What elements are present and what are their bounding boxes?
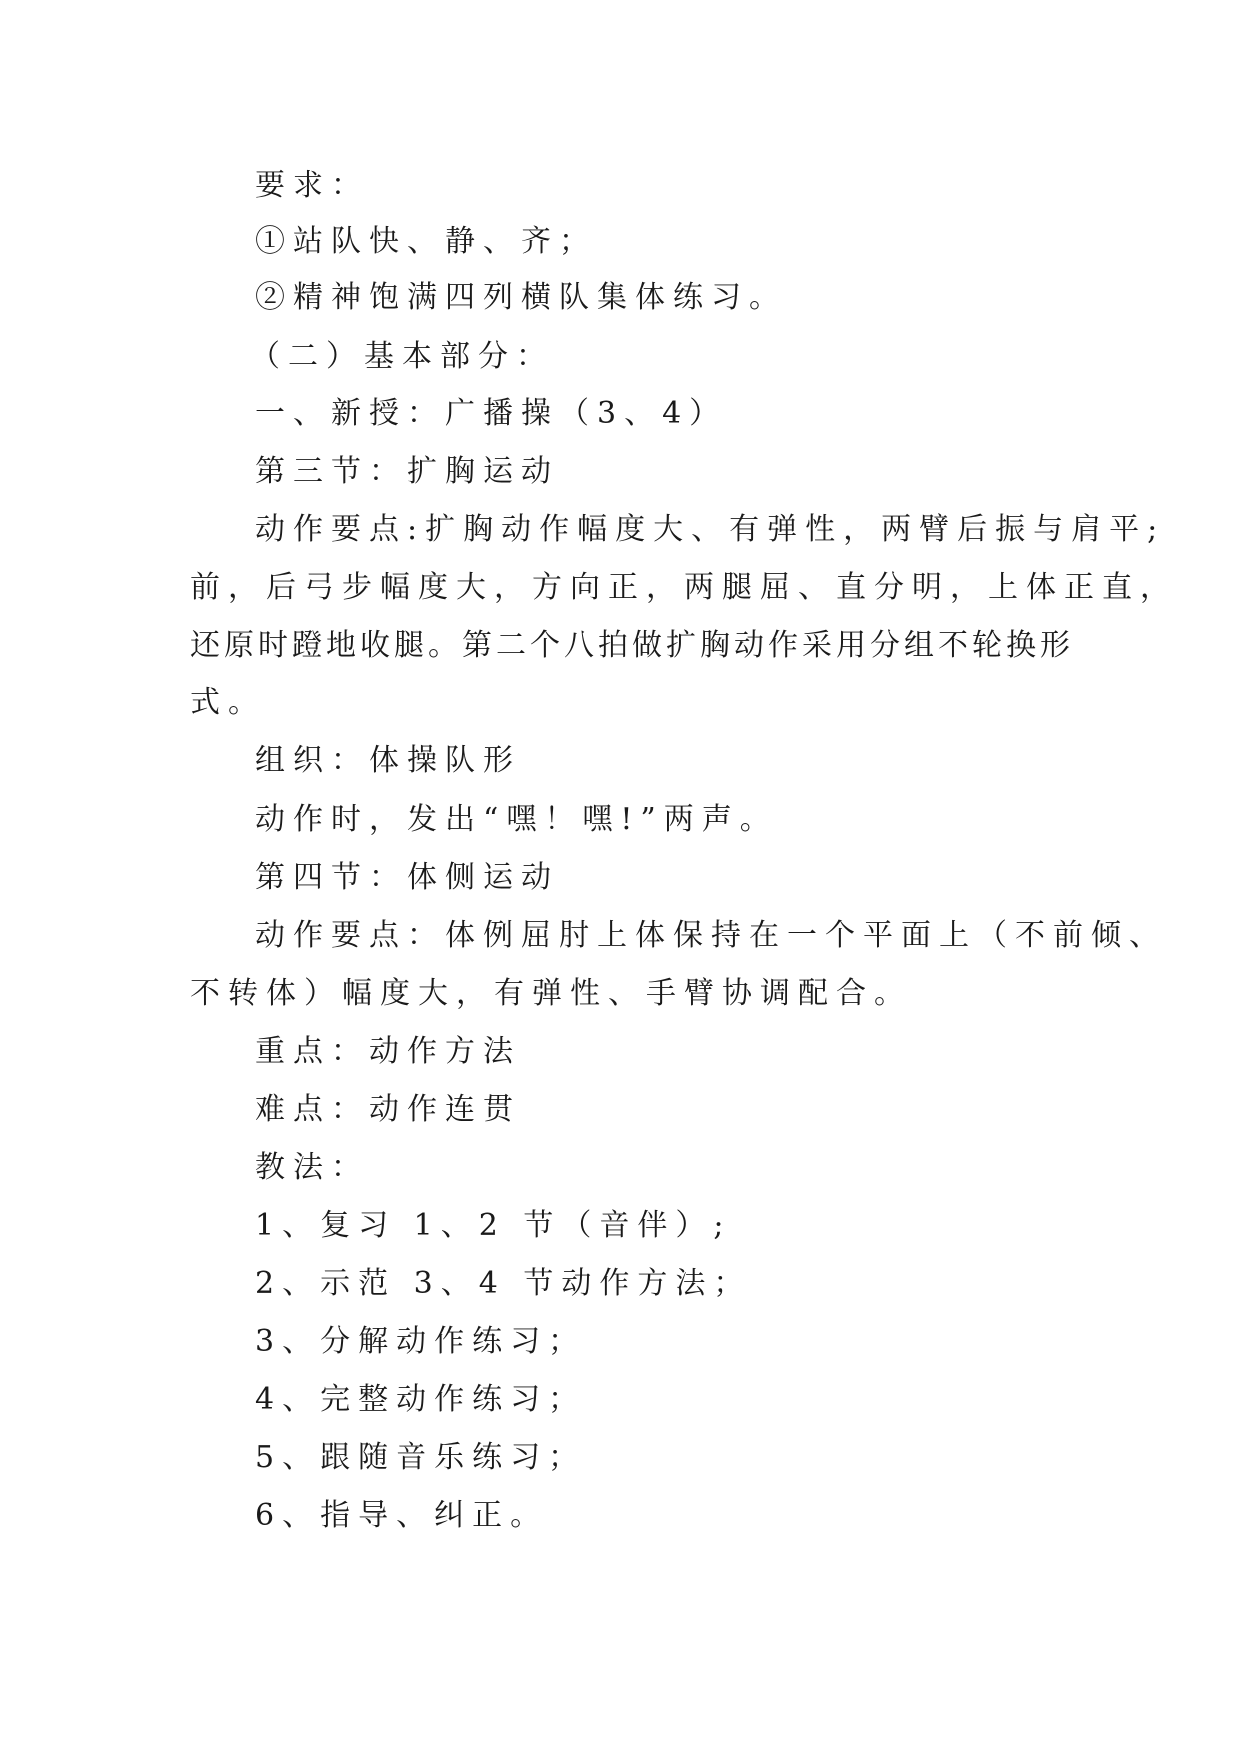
requirement-item-1: ①站队快、静、齐； xyxy=(255,224,597,259)
method-item-3: 3、分解动作练习； xyxy=(255,1324,587,1359)
section-heading-basic: （二）基本部分： xyxy=(250,339,554,374)
method-item-4: 4、完整动作练习； xyxy=(255,1382,587,1417)
paragraph-line: 还原时蹬地收腿。第二个八拍做扩胸动作采用分组不轮换形 xyxy=(190,628,1074,663)
key-point-line: 重点：动作方法 xyxy=(255,1034,521,1069)
paragraph-line: 动作时，发出“嘿！嘿!”两声。 xyxy=(255,802,778,837)
paragraph-line: 动作要点：体例屈肘上体保持在一个平面上（不前倾、 xyxy=(255,918,1167,953)
difficulty-line: 难点：动作连贯 xyxy=(255,1092,521,1127)
organization-line: 组织：体操队形 xyxy=(255,743,521,778)
new-lesson-heading: 一、新授：广播操（3、4） xyxy=(255,396,728,431)
paragraph-line: 前，后弓步幅度大，方向正，两腿屈、直分明，上体正直， xyxy=(190,570,1178,605)
paragraph-line: 动作要点:扩胸动作幅度大、有弹性，两臂后振与肩平; xyxy=(255,512,1166,547)
subsection-chest-exercise: 第三节：扩胸运动 xyxy=(255,454,559,489)
method-item-5: 5、跟随音乐练习； xyxy=(255,1440,587,1475)
requirements-heading: 要求： xyxy=(255,168,369,203)
method-item-6: 6、指导、纠正。 xyxy=(255,1498,549,1533)
teaching-method-heading: 教法： xyxy=(255,1150,369,1185)
paragraph-line: 式。 xyxy=(190,685,266,720)
paragraph-line: 不转体）幅度大，有弹性、手臂协调配合。 xyxy=(190,976,912,1011)
requirement-item-2: ②精神饱满四列横队集体练习。 xyxy=(255,280,787,315)
method-item-1: 1、复习 1、2 节（音伴）; xyxy=(255,1208,732,1243)
subsection-side-exercise: 第四节：体侧运动 xyxy=(255,860,559,895)
method-item-2: 2、示范 3、4 节动作方法； xyxy=(255,1266,752,1301)
